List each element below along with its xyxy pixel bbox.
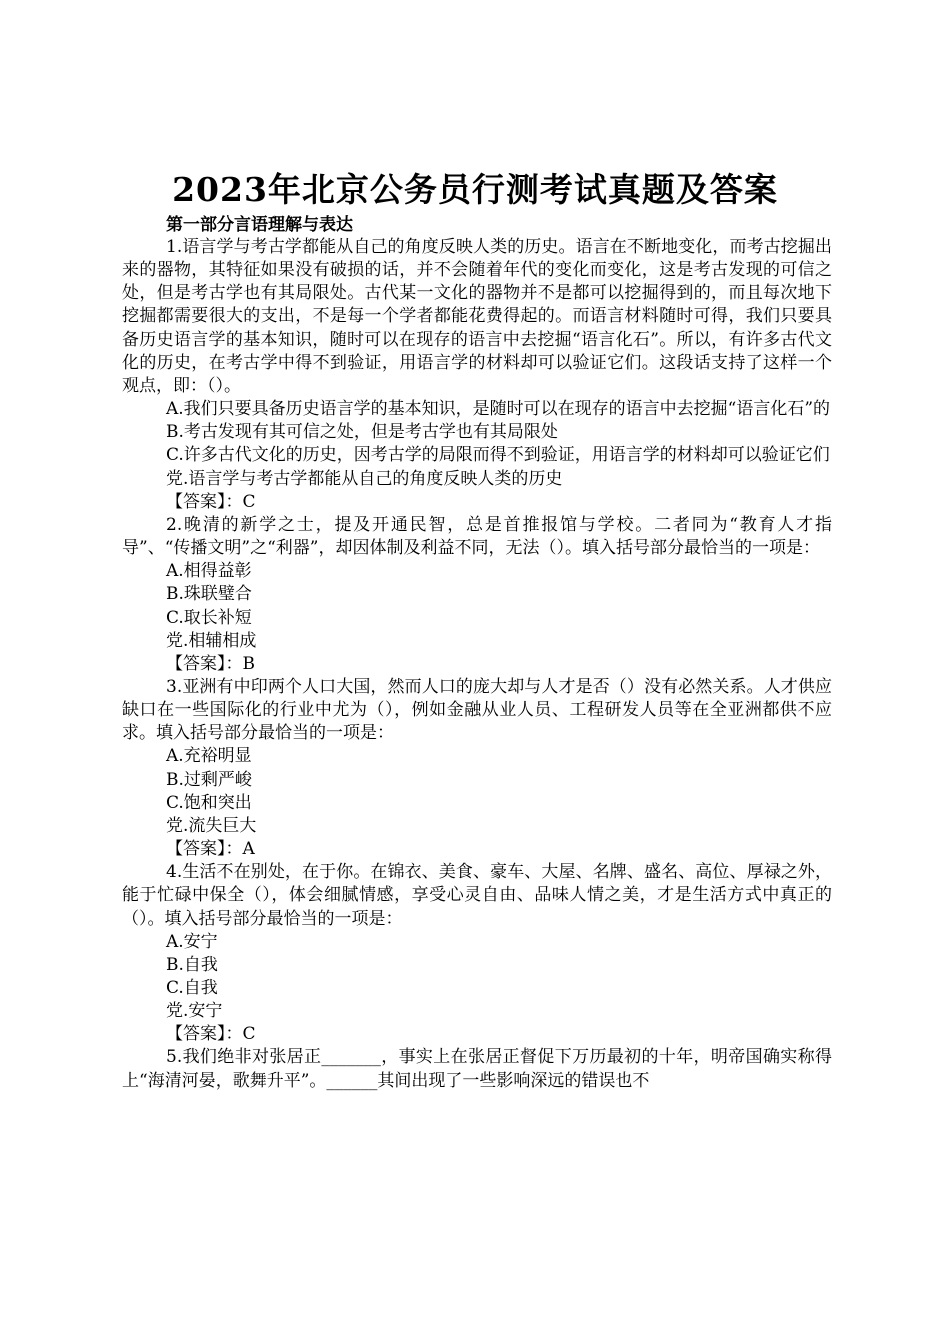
paragraph-q3-option-a: A.充裕明显 xyxy=(166,746,252,767)
paragraph-q1-option-d: 党.语言学与考古学都能从自己的角度反映人类的历史 xyxy=(166,468,563,489)
document-title: 2023年北京公务员行测考试真题及答案 xyxy=(172,170,778,209)
paragraph-q4-option-a: A.安宁 xyxy=(166,931,218,952)
paragraph-q2-option-b: B.珠联璧合 xyxy=(166,584,252,605)
paragraph-q2-stem: 2.晚清的新学之士，提及开通民智，总是首推报馆与学校。二者同为“教育人才指导”、“传播文明”之“利器”，却因体制及利益不同，无法（）。填入括号部分最恰当的一项是： xyxy=(122,514,832,559)
paragraph-q2-option-d: 党.相辅相成 xyxy=(166,630,257,651)
paragraph-q1-option-b: B.考古发现有其可信之处，但是考古学也有其局限处 xyxy=(166,422,558,443)
paragraph-q3-stem: 3.亚洲有中印两个人口大国，然而人口的庞大却与人才是否（）没有必然关系。人才供应缺口在一些国际化的行业中尤为（），例如金融从业人员、工程研发人员等在全亚洲都供不应求。填入括号部分最恰当的一项是： xyxy=(122,676,832,744)
paragraph-q2-answer: 【答案】：B xyxy=(166,653,255,674)
paragraph-q3-option-d: 党.流失巨大 xyxy=(166,815,257,836)
paragraph-q4-option-d: 党.安宁 xyxy=(166,1001,223,1022)
paragraph-q2-option-a: A.相得益彰 xyxy=(166,561,252,582)
paragraph-q1-option-c: C.许多古代文化的历史，因考古学的局限而得不到验证，用语言学的材料却可以验证它们 xyxy=(166,445,830,466)
paragraph-q4-option-b: B.自我 xyxy=(166,954,218,975)
paragraph-q4-stem: 4.生活不在别处，在于你。在锦衣、美食、豪车、大屋、名牌、盛名、高位、厚禄之外，能于忙碌中保全（），体会细腻情感，享受心灵自由、品味人情之美，才是生活方式中真正的（）。填入括号部分最恰当的一项是： xyxy=(122,862,832,929)
paragraph-q2-option-c: C.取长补短 xyxy=(166,607,252,628)
paragraph-q3-option-c: C.饱和突出 xyxy=(166,792,252,813)
paragraph-q1-stem: 1.语言学与考古学都能从自己的角度反映人类的历史。语言在不断地变化，而考古挖掘出来的器物，其特征如果没有破损的话，并不会随着年代的变化而变化，这是考古发现的可信之处，但是考古学也有其局限处。古代某一文化的器物并不是都可以挖掘得到的，而且每次地下挖掘都需要很大的支出，不是每一个学者都能花费得起的。而语言材料随时可得，我们只要具备历史语言学的基本知识，随时可以在现存的语言中去挖掘“语言化石”。所以，有许多古代文化的历史，在考古学中得不到验证，用语言学的材料却可以验证它们。这段话支持了这样一个观点，即：（）。 xyxy=(122,237,832,396)
document-body xyxy=(122,236,832,1093)
paragraph-q3-answer: 【答案】：A xyxy=(166,839,255,860)
paragraph-q5-stem: 5.我们绝非对张居正_______，事实上在张居正督促下万历最初的十年，明帝国确实称得上“海清河晏，歌舞升平”。______其间出现了一些影响深远的错误也不 xyxy=(122,1047,832,1091)
paragraph-q4-answer: 【答案】：C xyxy=(166,1024,256,1045)
paragraph-q4-option-c: C.自我 xyxy=(166,978,218,998)
paragraph-q1-option-a: A.我们只要具备历史语言学的基本知识，是随时可以在现存的语言中去挖掘“语言化石”的 xyxy=(166,399,831,420)
paragraph-q3-option-b: B.过剩严峻 xyxy=(166,769,252,790)
paragraph-q1-answer: 【答案】：C xyxy=(166,491,256,512)
section-heading: 第一部分言语理解与表达 xyxy=(166,215,353,235)
